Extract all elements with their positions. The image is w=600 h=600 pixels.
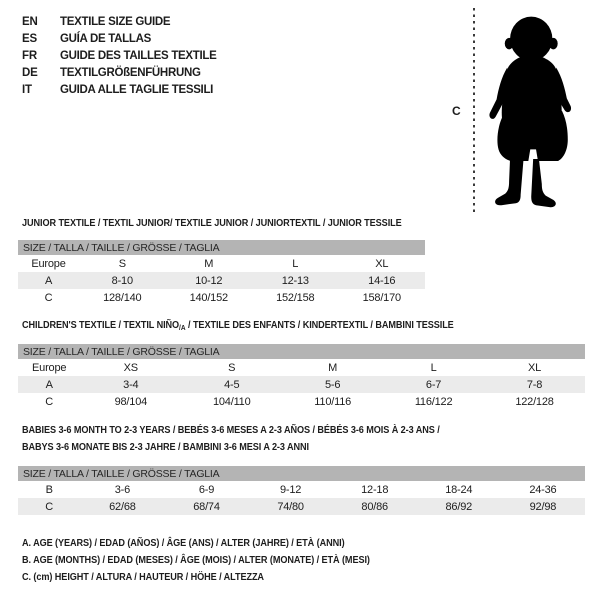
language-code: ES: [22, 33, 37, 45]
language-row-fr: [22, 46, 217, 63]
size-cell: L: [292, 257, 299, 270]
table-header-label: SIZE / TALLA / TAILLE / GRÖSSE / TAGLIA: [18, 240, 425, 255]
size-cell: 10-12: [166, 272, 252, 289]
children-title-part: CHILDREN'S TEXTILE / TEXTIL NIÑO: [22, 319, 180, 331]
language-code: EN: [22, 16, 38, 28]
size-cell: 128/140: [103, 291, 142, 304]
size-cell: 110/116: [314, 395, 352, 408]
row-label: C: [45, 395, 54, 408]
children-size-table: [18, 344, 585, 410]
legend-age-years: A. AGE (YEARS) / EDAD (AÑOS) / ÂGE (ANS) / ALTER (JAHRE) / ETÀ (ANNI): [22, 537, 345, 549]
size-cell: 8-10: [79, 272, 165, 289]
size-cell: 12-18: [361, 483, 389, 496]
guide-title-fr: GUIDE DES TAILLES TEXTILE: [60, 50, 217, 62]
legend-age-months: B. AGE (MONTHS) / EDAD (MESES) / ÂGE (MOIS) / ALTER (MONATE) / ETÀ (MESI): [22, 554, 370, 566]
size-cell: 14-16: [339, 272, 426, 289]
table-header-label: SIZE / TALLA / TAILLE / GRÖSSE / TAGLIA: [18, 466, 585, 481]
guide-title-es: GUÍA DE TALLAS: [60, 33, 151, 45]
table-header-row: [18, 240, 425, 255]
size-cell: 98/104: [114, 395, 148, 408]
size-cell: 5-6: [282, 376, 383, 393]
size-cell: XS: [123, 361, 138, 374]
size-cell: M: [204, 257, 214, 270]
legend-height-cm: C. (cm) HEIGHT / ALTURA / HAUTEUR / HÖHE / ALTEZZA: [22, 571, 264, 583]
row-label: A: [18, 376, 80, 393]
size-cell: 6-9: [198, 483, 215, 496]
size-cell: 6-7: [383, 376, 484, 393]
language-row-en: [22, 12, 217, 29]
language-code: FR: [22, 50, 37, 62]
junior-size-table: [18, 240, 425, 306]
figure-height-label: C: [452, 104, 461, 118]
children-title-subscript: /A: [179, 323, 186, 332]
language-row-es: [22, 29, 217, 46]
size-cell: 104/110: [212, 395, 251, 408]
size-cell: 3-4: [80, 376, 181, 393]
size-cell: 86/92: [417, 498, 501, 515]
language-row-it: [22, 80, 217, 97]
guide-title-de: TEXTILGRÖßENFÜHRUNG: [60, 67, 201, 79]
size-cell: XL: [527, 361, 542, 374]
size-cell: M: [328, 361, 338, 374]
size-cell: S: [228, 361, 236, 374]
size-cell: 3-6: [114, 483, 131, 496]
children-section-title: [22, 319, 454, 334]
babies-section-title-line2: BABYS 3-6 MONATE BIS 2-3 JAHRE / BAMBINI 3-6 MESI A 2-3 ANNI: [22, 441, 309, 453]
language-code: DE: [22, 67, 38, 79]
table-row: [18, 376, 585, 393]
row-label: Europe: [32, 361, 67, 374]
guide-title-en: TEXTILE SIZE GUIDE: [60, 16, 171, 28]
size-cell: 92/98: [501, 498, 585, 515]
table-header-row: [18, 344, 585, 359]
table-header-row: [18, 466, 585, 481]
babies-size-table: [18, 466, 585, 515]
size-cell: 68/74: [164, 498, 248, 515]
baby-silhouette-icon: [482, 8, 592, 210]
language-list: [22, 12, 217, 97]
size-cell: 7-8: [484, 376, 585, 393]
size-cell: 152/158: [276, 291, 315, 304]
row-label: C: [18, 498, 80, 515]
size-cell: L: [430, 361, 437, 374]
size-cell: 18-24: [445, 483, 473, 496]
size-cell: 12-13: [252, 272, 338, 289]
size-cell: 9-12: [279, 483, 302, 496]
table-header-label: SIZE / TALLA / TAILLE / GRÖSSE / TAGLIA: [18, 344, 585, 359]
size-cell: 158/170: [362, 291, 401, 304]
size-cell: 122/128: [515, 395, 554, 408]
children-title-part: / TEXTILE DES ENFANTS / KINDERTEXTIL / BAMBINI TESSILE: [185, 319, 454, 331]
babies-section-title-line1: BABIES 3-6 MONTH TO 2-3 YEARS / BEBÉS 3-6 MESES A 2-3 AÑOS / BÉBÉS 3-6 MOIS À 2-3 ANS /: [22, 424, 440, 436]
size-cell: S: [118, 257, 126, 270]
size-cell: XL: [375, 257, 389, 270]
table-row: [18, 289, 425, 306]
row-label: Europe: [31, 257, 66, 270]
row-label: B: [45, 483, 53, 496]
size-cell: 24-36: [529, 483, 557, 496]
size-cell: 62/68: [80, 498, 164, 515]
table-row: [18, 359, 585, 376]
table-row: [18, 498, 585, 515]
table-row: [18, 255, 425, 272]
guide-title-it: GUIDA ALLE TAGLIE TESSILI: [60, 84, 214, 96]
row-label: C: [44, 291, 53, 304]
junior-section-title: JUNIOR TEXTILE / TEXTIL JUNIOR/ TEXTILE JUNIOR / JUNIORTEXTIL / JUNIOR TESSILE: [22, 217, 402, 229]
size-cell: 80/86: [333, 498, 417, 515]
table-row: [18, 481, 585, 498]
size-cell: 74/80: [249, 498, 333, 515]
language-code: IT: [22, 84, 32, 96]
size-cell: 116/122: [414, 395, 453, 408]
size-cell: 140/152: [189, 291, 228, 304]
table-row: [18, 272, 425, 289]
height-dashed-line: [472, 8, 476, 212]
language-row-de: [22, 63, 217, 80]
size-cell: 4-5: [181, 376, 282, 393]
row-label: A: [18, 272, 79, 289]
table-row: [18, 393, 585, 410]
